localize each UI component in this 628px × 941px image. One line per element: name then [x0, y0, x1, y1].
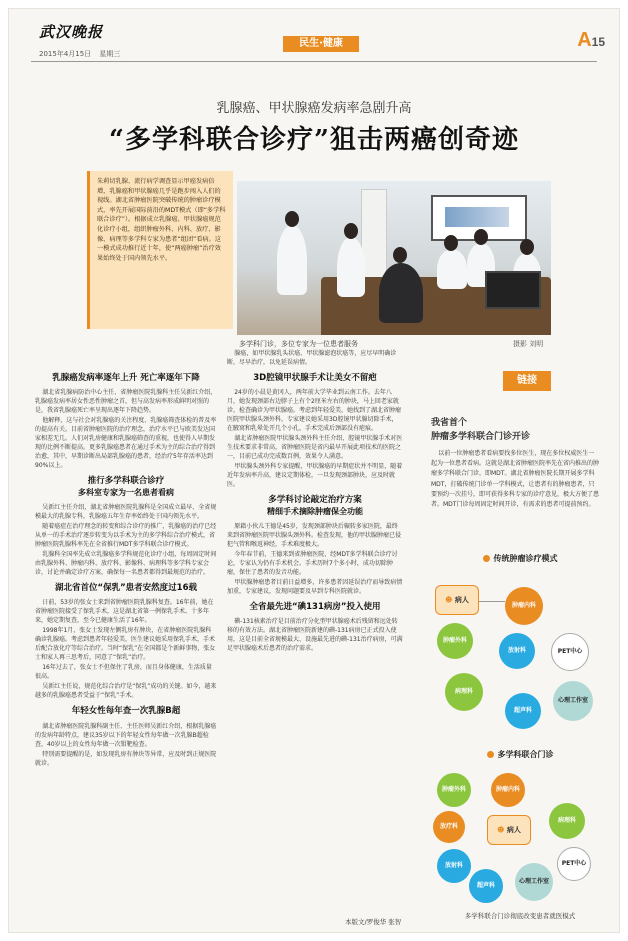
- masthead-divider: [31, 61, 597, 62]
- paragraph: 甲状腺头颈外科专家提醒，甲状腺癌的早期症状并不明显，随着近年发病率升高，建议定期体检，一旦发现颈部肿块，应及时就医。: [227, 463, 403, 489]
- paragraph: 特别需要提醒的是，如发现乳房有肿块等异常，应及时到正规医院就诊。: [35, 750, 217, 767]
- dept-node: 肿瘤外科: [437, 773, 471, 807]
- mdt-model-diagram: [429, 763, 605, 905]
- dept-node: 病理科: [445, 673, 483, 711]
- diagram-title-text: 多学科联合门诊: [497, 750, 554, 759]
- dept-node: 超声科: [469, 869, 503, 903]
- dept-node: PET中心: [557, 847, 591, 881]
- patient-label: 病人: [454, 596, 469, 604]
- paragraph: 今年春节前，王德来到省肿瘤医院，经MDT多学科联合诊疗讨论，专家认为仍有手术机会。手术历时7个多小时，成功切除肿瘤，保住了患者的发音功能。: [227, 550, 398, 576]
- subheading-line: 推行多学科联合诊疗: [87, 476, 165, 487]
- newspaper-page: [8, 8, 620, 933]
- subheading-line: 精细手术摘除肿瘤保全功能: [267, 506, 363, 516]
- patient-label: 病人: [506, 826, 521, 834]
- bullet-icon: [483, 555, 490, 562]
- article-column-1: [35, 367, 217, 915]
- issue-date: [39, 49, 126, 59]
- sidebar-title-line: 我省首个: [431, 418, 468, 428]
- summary-box: 朱莉切乳腺、流行病学调查显示甲癌发病倍增，乳腺癌和甲状腺癌几乎是跑步闯入人们的视线。湖北省肿瘤医院突破传统的肿瘤诊疗模式，率先开展国际前沿的MDT模式（即“多学科联合诊疗”）。根据成立乳腺癌、甲状腺癌规范化诊疗小组，组织肿瘤外科、内科、放疗、影像、病理等多学科专家为患者“组团”看病。这一模式成功推行近十年，使“两癌肿瘤”治疗效果始终处于国内领先水平。: [87, 171, 233, 329]
- kicker: 乳腺癌、甲状腺癌发病率急剧升高: [216, 101, 412, 116]
- paragraph: 日前，53岁的张女士来到省肿瘤医院乳腺科复查。16年前，她在省肿瘤医院接受了保乳手术，这是湖北省第一例保乳手术。十多年来，她定期复查，至今已健康生活了16年。: [35, 599, 214, 625]
- paper-name: 武汉晚报: [39, 23, 104, 41]
- dept-node: 肿瘤内科: [505, 587, 543, 625]
- weekday-text: 星期三: [99, 50, 121, 58]
- paragraph: 随着癌症在治疗理念的转变和综合诊疗的推广，乳腺癌的治疗已经从单一的手术治疗逐步转变为以手术为主的多学科综合治疗模式，省肿瘤医院乳腺科率先在全省推行MDT多学科联合诊疗模式。: [35, 522, 217, 548]
- dept-node: 病理科: [549, 803, 585, 839]
- dept-node: 肿瘤内科: [491, 773, 525, 807]
- dept-node: 肿瘤外科: [437, 623, 473, 659]
- person-icon: ☻: [497, 826, 505, 834]
- diagram-title: [431, 749, 609, 760]
- sidebar-title: [431, 417, 530, 444]
- subheading: 乳腺癌发病率逐年上升 死亡率逐年下降: [52, 373, 200, 383]
- subheading: 年轻女性每年查一次乳腺B超: [71, 706, 181, 717]
- page-number: [577, 29, 605, 52]
- paragraph: 吴新红主任说，规范化综合治疗是“保乳”成功的关键。如今，越来越多的乳腺癌患者受益于“保乳”手术。: [35, 683, 217, 700]
- paragraph: 腺癌，如甲状腺乳头状癌、甲状腺滤泡状癌等，应尽早明确诊断，尽早治疗，以免延误病情。: [227, 350, 397, 366]
- subheading: [35, 476, 217, 498]
- dept-node: 超声科: [505, 693, 541, 729]
- page-letter: A: [577, 29, 592, 51]
- paragraph: 乳腺科全国率先成立乳腺癌多学科规范化诊疗小组，每周固定时间由乳腺外科、肿瘤内科、放疗科、影像科、病理科等多学科专家会诊，讨论并确定诊疗方案，确保每一名患者都得到最规范的治疗。: [35, 550, 217, 576]
- dept-node: 放疗科: [433, 811, 465, 843]
- dept-node: 心理工作室: [553, 681, 593, 721]
- arrow: [479, 601, 505, 602]
- patient-node: [435, 585, 479, 615]
- subheading: 3D腔镜甲状腺手术让美女不留疤: [253, 373, 377, 383]
- paragraph: 碘-131核素治疗是目前治疗分化型甲状腺癌术后残留和远处转移的有效方法。湖北省肿瘤医院新建的碘-131病房已正式投入使用，这是目前全省规模最大、设施最先进的碘-131治疗病房，可满足甲状腺癌术后患者的治疗需求。: [227, 618, 403, 653]
- paragraph: 16年过去了，张女士不但保住了乳房，而且身体健康，生活质量很高。: [35, 664, 212, 681]
- article-column-2: [227, 349, 403, 915]
- sidebar-title-line: 肿瘤多学科联合门诊开诊: [431, 431, 531, 442]
- paragraph: 他解释，这与社会对乳腺癌的关注程度、乳腺癌筛查体检的普及率的提高有关。目前省肿瘤医院的治疗理念，治疗水平已与欧美发达国家相差无几。人们对乳房健康和乳腺癌筛查的重视，也使得人早期发现的比例不断提高。更多乳腺癌患者在通过手术为主的综合治疗得到治愈，其中，早期诊断出局部乳腺癌的患者，经治疗5年存活率达到90%以上。: [35, 417, 217, 470]
- diagram-title-text: 传统肿瘤诊疗模式: [493, 554, 558, 563]
- article-photo: [237, 181, 551, 335]
- sidebar-text: 以前一位肿瘤患者看病要找多位医生，现在多位权威医生一起为一位患者看病。这就是湖北省肿瘤医院率先在省内推出的肿瘤多学科联合门诊，即MDT。湖北省肿瘤医院长期开展多学科MDT，打破传统门诊单一学科模式，让患者有的肿瘤患者，只要预约一次挂号，即可获得多科专家的诊疗意见，极大方便了患者。MDT门诊每周固定时间开诊，有需求的患者可提前预约。: [431, 450, 600, 508]
- dept-node: 放射科: [499, 633, 535, 669]
- paragraph: 24岁的小晨是黄冈人，两年前大学毕业到云南工作。去年八月，她发现颈部右边脖子上有个2厘米左右的肿块，马上回老家就诊，检查确诊为甲状腺癌。考虑到年轻爱美，她找到了湖北省肿瘤医院甲状腺头颈外科，专家建议她采用3D腔镜甲状腺切除手术，在腋窝和乳晕处开几个小孔，手术完成后颈部没有疤痕。: [227, 389, 402, 433]
- subheading: [227, 495, 403, 517]
- section-tab: 民生·健康: [283, 36, 359, 52]
- dept-node: 心理工作室: [515, 863, 553, 901]
- subheading-line: 多学科讨论敲定治疗方案: [268, 495, 362, 506]
- diagram-caption: 多学科联合门诊彻底改变患者就医模式: [464, 912, 576, 920]
- subheading: 湖北省首位“保乳”患者安然度过16载: [54, 582, 197, 593]
- patient-node: [487, 815, 531, 845]
- byline: 本版文/罗俊华 张智: [345, 918, 402, 926]
- subheading-line: 多科室专家为一名患者看病: [78, 487, 174, 497]
- page-digits: 15: [591, 35, 605, 49]
- sidebar-link-box: [413, 371, 609, 927]
- paragraph: 1998年1月，张女士发现左侧乳房有肿块，在省肿瘤医院乳腺科确诊乳腺癌。考虑到患者年轻爱美，医生建议她采用保乳手术，手术后配合放化疗等综合治疗。当时“保乳”在全国都是个新鲜事物，张女士和家人再三思考后，同意了“保乳”治疗。: [35, 627, 216, 662]
- link-tab: 链接: [503, 371, 551, 391]
- paragraph: 原籍小伙儿王德是45岁，发现颈部肿块后辗转多家医院，最终来到省肿瘤医院甲状腺头颈外科。检查发现，他的甲状腺肿瘤已侵犯气管和喉返神经，手术难度极大。: [227, 522, 402, 548]
- headline: “多学科联合诊疗”狙击两癌创奇迹: [109, 125, 519, 155]
- paragraph: 湖北省肿瘤医院甲状腺头颈外科主任介绍，腔镜甲状腺手术对医生技术要求非常高，省肿瘤医院是省内最早开展此项技术的医院之一，目前已成功完成数百例，效果令人满意。: [227, 435, 403, 461]
- paragraph: 甲状腺肿瘤患者目前日益增多，许多患者因延误治疗而导致病情加重，专家建议，发现问题要及早到专科医院就诊。: [227, 578, 403, 595]
- dept-node: 放射科: [437, 849, 471, 883]
- paragraph: 湖北省乳腺病防治中心主任、省肿瘤医院乳腺科主任吴新红介绍，乳腺癌发病率居女性恶性肿瘤之首，但与高发病率形成鲜明对照的是，我省乳腺癌死亡率呈现出逐年下降趋势。: [35, 389, 217, 415]
- diagram-title: [431, 553, 609, 564]
- paragraph: 吴新红主任介绍，湖北省肿瘤医院乳腺科是全国成立最早、全省规模最大的乳腺专科，乳腺癌五年生存率始终处于国内领先水平。: [35, 503, 217, 520]
- person-icon: ☻: [445, 596, 453, 604]
- dept-node: PET中心: [551, 633, 589, 671]
- bullet-icon: [487, 751, 494, 758]
- subheading: 全省最先进“碘131病房”投入使用: [249, 601, 381, 612]
- photo-credit: 摄影 刘明: [513, 340, 544, 348]
- photo-caption: 多学科门诊，多位专家为一位患者服务: [239, 340, 358, 348]
- traditional-model-diagram: [429, 569, 605, 739]
- paragraph: 湖北省肿瘤医院乳腺科副主任、主任医师吴新红介绍，根据乳腺癌的发病年龄特点，建议35岁以下的年轻女性每年做一次乳腺B超检查，40岁以上的女性每年做一次钼靶检查。: [35, 722, 217, 748]
- date-text: 2015年4月15日: [39, 50, 92, 58]
